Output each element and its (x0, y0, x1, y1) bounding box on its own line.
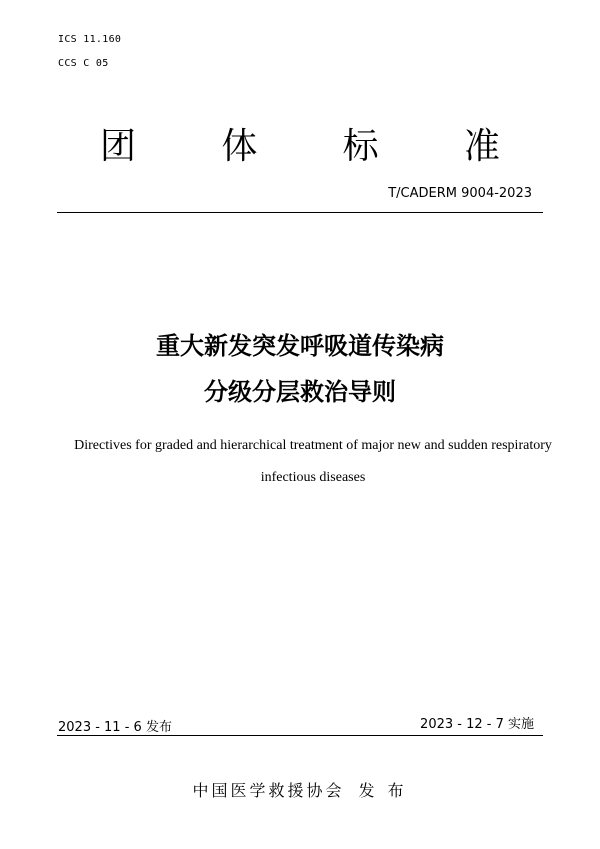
publisher-line (0, 778, 600, 801)
doc-type-char: 准 (463, 126, 500, 167)
issue-date: 2023 - 11 - 6 发布 (58, 720, 172, 735)
chinese-title-line-2: 分级分层救治导则 (204, 378, 396, 406)
document-type-heading (100, 118, 500, 169)
standard-code: T/CADERM 9004-2023 (388, 186, 532, 201)
doc-type-char: 团 (100, 126, 137, 167)
top-divider (57, 212, 543, 213)
ics-code: ICS 11.160 (58, 34, 122, 45)
ccs-code: CCS C 05 (58, 58, 109, 69)
chinese-title-line-1: 重大新发突发呼吸道传染病 (156, 332, 444, 360)
implementation-date: 2023 - 12 - 7 实施 (420, 717, 534, 732)
publisher-action: 发 布 (358, 781, 408, 800)
doc-type-char: 标 (342, 126, 379, 167)
bottom-divider (57, 735, 543, 736)
publisher-name: 中国医学救援协会 (192, 781, 345, 800)
doc-type-char: 体 (221, 126, 258, 167)
english-title-line-2: infectious diseases (260, 470, 366, 485)
english-title-line-1: Directives for graded and hierarchical treatment of major new and sudden respiratory (74, 438, 552, 453)
